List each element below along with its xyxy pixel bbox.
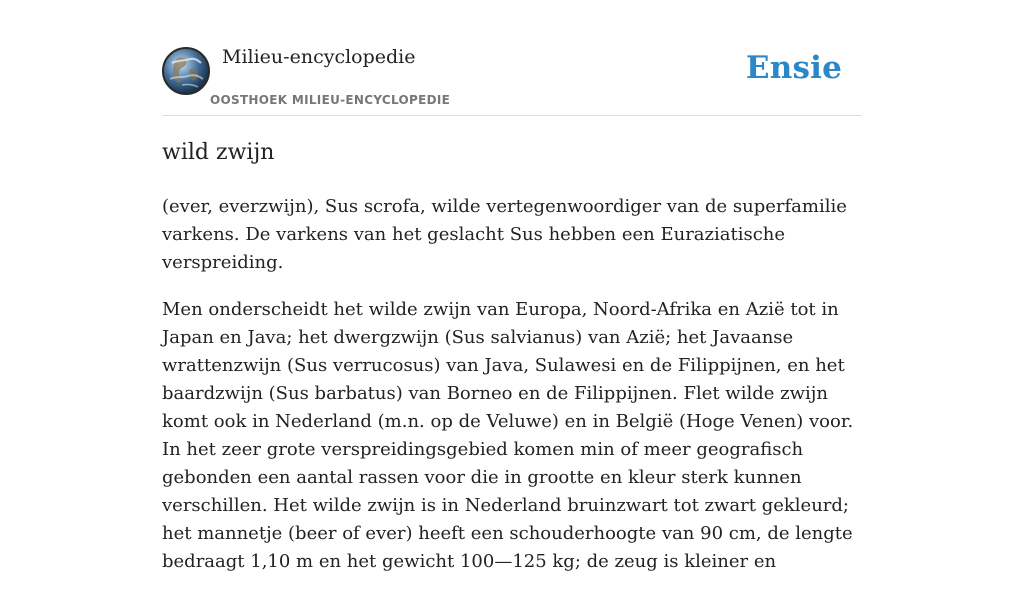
site-header	[162, 0, 862, 116]
article-body	[162, 193, 862, 595]
site-subtitle[interactable]: OOSTHOEK MILIEU-ENCYCLOPEDIE	[210, 93, 451, 107]
article-paragraph: (ever, everzwijn), Sus scrofa, wilde vertegenwoordiger van de superfamilie varkens. De varkens van het geslacht Sus hebben een Euraziatische verspreiding.	[162, 196, 847, 273]
brand-logo-link[interactable]: Ensie	[745, 50, 842, 86]
article-paragraph: Men onderscheidt het wilde zwijn van Europa, Noord-Afrika en Azië tot in Japan en Java; het dwergzwijn (Sus salvianus) van Azië; het Javaanse wrattenzwijn (Sus verrucosus) van Java, Sulawesi en de Filippijnen, en het baardzwijn (Sus barbatus) van Borneo en de Filippijnen. Flet wilde zwijn komt ook in Nederland (m.n. op de Veluwe) en in België (Hoge Venen) voor. In het zeer grote verspreidingsgebied komen min of meer geografisch gebonden een aantal rassen voor die in grootte en kleur sterk kunnen verschillen. Het wilde zwijn is in Nederland bruinzwart tot zwart gekleurd; het mannetje (beer of ever) heeft een schouderhoogte van 90 cm, de lengte bedraagt 1,10 m en het gewicht 100—125 kg; de zeug is kleiner en	[162, 299, 854, 572]
site-name[interactable]: Milieu-encyclopedie	[222, 46, 416, 68]
article-title: wild zwijn	[162, 140, 275, 165]
page	[162, 0, 862, 572]
globe-icon[interactable]	[162, 47, 210, 95]
